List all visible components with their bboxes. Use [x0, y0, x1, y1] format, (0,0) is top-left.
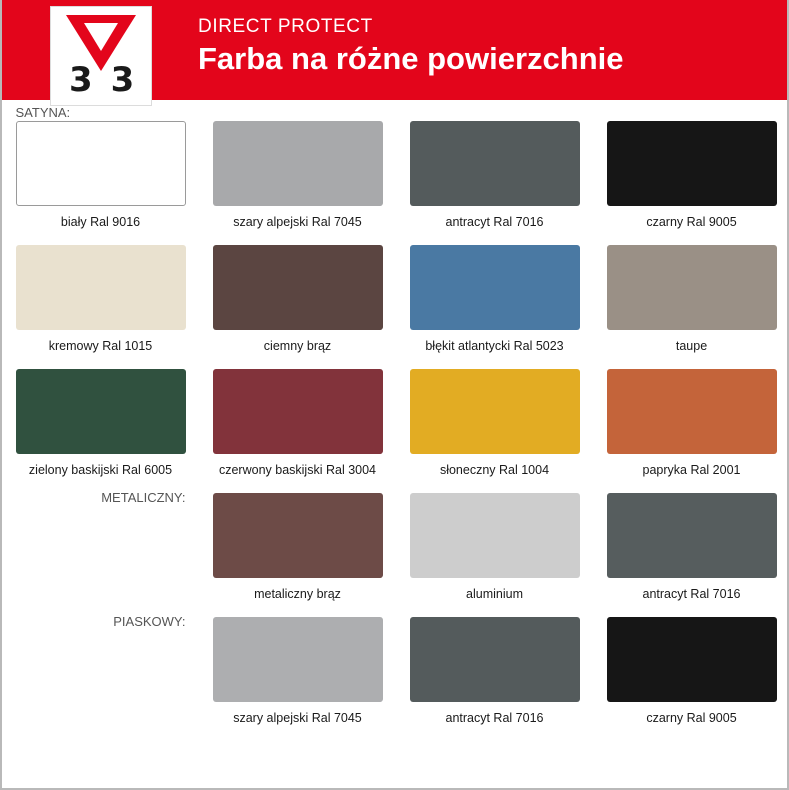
- swatch-label: szary alpejski Ral 7045: [233, 711, 362, 725]
- swatch-label: słoneczny Ral 1004: [439, 463, 550, 477]
- swatch-szary-alpejski-ral-7045-piaskowy[interactable]: [213, 617, 383, 702]
- swatch-antracyt-ral-7016-piaskowy[interactable]: [410, 617, 580, 702]
- swatch-czerwony-baskijski-ral-3004[interactable]: [213, 369, 383, 454]
- swatch-cell: [199, 100, 396, 241]
- swatch-cell: [593, 613, 789, 737]
- swatch-cell: [396, 613, 593, 737]
- swatch-sloneczny-ral-1004[interactable]: [410, 369, 580, 454]
- swatch-metaliczny-braz[interactable]: [213, 493, 383, 578]
- swatch-cell: [593, 100, 789, 241]
- swatch-bialy-ral-9016[interactable]: [16, 121, 186, 206]
- group-label-piaskowy: PIASKOWY:: [113, 614, 186, 629]
- swatch-kremowy-ral-1015[interactable]: [16, 245, 186, 330]
- swatch-row: [2, 365, 789, 489]
- swatch-row: [2, 489, 789, 613]
- swatch-blekit-atlantycki-ral-5023[interactable]: [410, 245, 580, 330]
- swatch-papryka-ral-2001[interactable]: [607, 369, 777, 454]
- swatch-row: [2, 241, 789, 365]
- group-label-satyna: SATYNA:: [15, 105, 71, 120]
- swatch-label: antracyt Ral 7016: [445, 711, 544, 725]
- swatch-taupe[interactable]: [607, 245, 777, 330]
- swatch-row: [2, 100, 789, 241]
- swatch-cell: [199, 365, 396, 489]
- swatch-label: kremowy Ral 1015: [48, 339, 153, 353]
- swatch-aluminium[interactable]: [410, 493, 580, 578]
- swatch-cell: [396, 365, 593, 489]
- swatch-cell: [593, 489, 789, 613]
- swatch-grid: [2, 100, 787, 737]
- swatch-label: zielony baskijski Ral 6005: [28, 463, 173, 477]
- group-label-metaliczny: METALICZNY:: [101, 490, 186, 505]
- swatch-label: szary alpejski Ral 7045: [233, 215, 362, 229]
- logo-33-text: 33: [69, 60, 153, 100]
- swatch-label: metaliczny brąz: [254, 587, 341, 601]
- swatch-label: czarny Ral 9005: [646, 711, 737, 725]
- label-spacer: [410, 104, 580, 121]
- swatch-cell: [199, 613, 396, 737]
- group-label-cell-metaliczny: [2, 489, 199, 613]
- swatch-zielony-baskijski-ral-6005[interactable]: [16, 369, 186, 454]
- swatch-label: błękit atlantycki Ral 5023: [425, 339, 564, 353]
- swatch-label: taupe: [675, 339, 708, 353]
- swatch-cell: [396, 241, 593, 365]
- swatch-cell: [199, 489, 396, 613]
- swatch-label: czerwony baskijski Ral 3004: [218, 463, 376, 477]
- swatch-label: antracyt Ral 7016: [642, 587, 741, 601]
- swatch-row: [2, 613, 789, 737]
- header-banner: [2, 0, 787, 100]
- swatch-label: ciemny brąz: [263, 339, 332, 353]
- brand-logo: [50, 6, 152, 106]
- swatch-cell: [593, 365, 789, 489]
- swatch-cell: [2, 100, 199, 241]
- header-title: Farba na różne powierzchnie: [198, 41, 624, 76]
- swatch-label: biały Ral 9016: [60, 215, 141, 229]
- swatch-antracyt-ral-7016-metaliczny[interactable]: [607, 493, 777, 578]
- swatch-label: papryka Ral 2001: [642, 463, 741, 477]
- swatch-cell: [199, 241, 396, 365]
- swatch-label: antracyt Ral 7016: [445, 215, 544, 229]
- swatch-antracyt-ral-7016[interactable]: [410, 121, 580, 206]
- swatch-szary-alpejski-ral-7045[interactable]: [213, 121, 383, 206]
- swatch-cell: [2, 241, 199, 365]
- swatch-cell: [2, 365, 199, 489]
- header-kicker: DIRECT PROTECT: [198, 16, 373, 37]
- swatch-cell: [396, 100, 593, 241]
- label-spacer: [213, 104, 383, 121]
- swatch-label: aluminium: [466, 587, 523, 601]
- header-text-block: [198, 16, 623, 78]
- group-label-cell-piaskowy: [2, 613, 199, 737]
- swatch-czarny-ral-9005-piaskowy[interactable]: [607, 617, 777, 702]
- swatch-ciemny-braz[interactable]: [213, 245, 383, 330]
- swatch-czarny-ral-9005[interactable]: [607, 121, 777, 206]
- swatch-cell: [396, 489, 593, 613]
- swatch-cell: [593, 241, 789, 365]
- label-spacer: [607, 104, 777, 121]
- swatch-label: czarny Ral 9005: [646, 215, 737, 229]
